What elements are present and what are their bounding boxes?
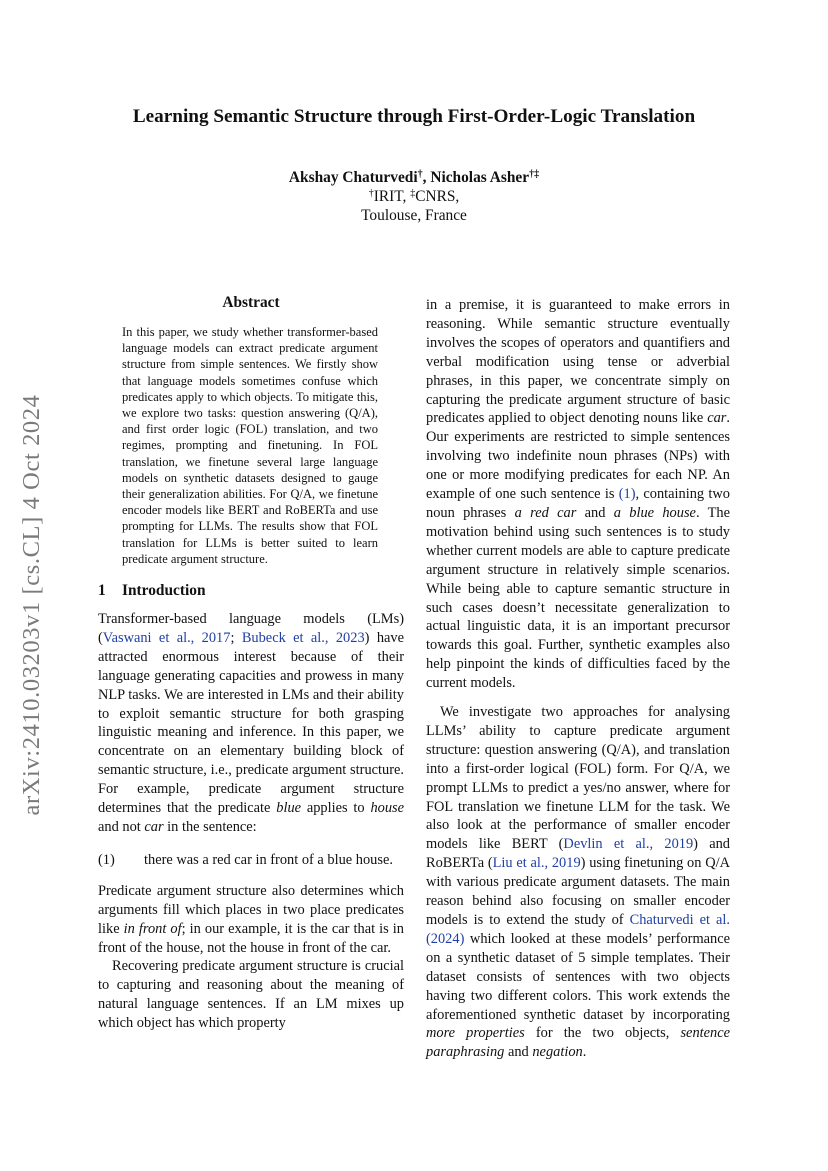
text-run: ; — [230, 629, 242, 646]
text-run: and not — [98, 819, 145, 836]
emphasis: house — [370, 800, 405, 817]
author-block — [0, 168, 828, 225]
emphasis: car — [144, 819, 164, 836]
intro-paragraph-3-continued — [426, 296, 730, 693]
citation-liu[interactable]: Liu et al., 2019 — [492, 855, 581, 872]
paper-title: Learning Semantic Structure through First-Order-Logic Translation — [132, 106, 696, 127]
section-title: Introduction — [122, 582, 206, 600]
text-run: which looked at these models’ performance on a synthetic dataset of 5 simple templates. Their dataset consists of sentences with two objects having two different colors. This work extends the aforementioned synthetic dataset by incorporating — [426, 930, 730, 1023]
example-reference-link[interactable]: (1) — [618, 486, 636, 503]
text-run: in a premise, it is guaranteed to make errors in reasoning. While semantic structure eventually involves the scopes of operators and quantifiers and verbal modification using tense or adverbial phrases, in this paper, we concentrate simply on capturing the predicate argument structure of basic predicates applied to object denoting nouns like — [426, 297, 730, 427]
text-run: . — [582, 1044, 587, 1061]
text-run: applies to — [301, 800, 371, 817]
text-run: Predicate argument structure also determines which arguments fill which places in two place predicates like — [98, 882, 404, 937]
citation-chaturvedi[interactable]: Chaturvedi et al. (2024) — [426, 912, 730, 947]
text-run: ) using finetuning on Q/A with various predicate argument datasets. The main reason behind also focusing on smaller encoder models is to extend the study of — [426, 855, 730, 928]
citation-vaswani[interactable]: Vaswani et al., 2017 — [102, 629, 231, 646]
emphasis: car — [707, 410, 727, 427]
example-text: there was a red car in front of a blue house. — [144, 851, 393, 868]
section-number: 1 — [98, 582, 106, 600]
text-run: We investigate two approaches for analysing LLMs’ ability to capture predicate argument structure: question answering (Q/A), and translation into a first-order logical (FOL) form. For Q/A, we prompt LLMs to predict a yes/no answer, where for FOL translation we finetune LLM for the task. We also look at the performance of smaller encoder models like BERT ( — [426, 704, 730, 853]
affiliation-2: CNRS, — [415, 188, 460, 205]
citation-bubeck[interactable]: Bubeck et al., 2023 — [241, 629, 365, 646]
author-2: Nicholas Asher — [430, 169, 530, 186]
emphasis: blue — [276, 800, 302, 817]
emphasis: in front of — [123, 920, 182, 937]
example-1 — [98, 851, 404, 870]
text-run: ) and RoBERTa ( — [426, 836, 730, 872]
author-separator: , — [422, 169, 431, 186]
text-run: for the two objects, — [524, 1025, 681, 1042]
author-1-mark: † — [417, 169, 423, 180]
text-run: . The motivation behind using such sentences is to study whether current models are able to capture predicate argument structure in relatively simple scenarios. While being able to capture semantic structure in such cases doesn’t necessitate generalization to actual linguistic data, it is an important precursor towards this goal. Further, synthetic examples also help pinpoint the kinds of difficulties faced by the current models. — [426, 504, 730, 692]
text-run: and — [504, 1044, 533, 1061]
affiliation-2-mark: ‡ — [410, 188, 416, 199]
author-1: Akshay Chaturvedi — [288, 169, 418, 186]
text-run: ) have attracted enormous interest because of their language generating capacities and prowess in many NLP tasks. We are interested in LMs and their ability to exploit semantic structure for both grasping linguistic meaning and inference. In this paper, we concentrate on an elementary building block of semantic structure, i.e., predicate argument structure. For example, predicate argument structure determines that the predicate — [98, 629, 404, 817]
text-run: Transformer-based language models (LMs) ( — [98, 611, 404, 646]
citation-devlin[interactable]: Devlin et al., 2019 — [563, 836, 694, 853]
affiliation-1-mark: † — [368, 188, 374, 199]
abstract-heading: Abstract — [222, 294, 280, 311]
text-run: and — [576, 504, 614, 521]
text-run: , containing two noun phrases — [426, 486, 730, 521]
text-run: in the sentence: — [163, 819, 257, 836]
right-column — [426, 296, 730, 1062]
example-number: (1) — [98, 851, 115, 868]
author-names — [0, 168, 828, 187]
location: Toulouse, France — [361, 207, 467, 224]
arxiv-identifier: arXiv:2410.03203v1 [cs.CL] 4 Oct 2024 — [18, 394, 45, 816]
text-run: ; in our example, it is the car that is in front of the house, not the house in front of the car. — [98, 920, 404, 956]
author-2-mark: †‡ — [529, 169, 540, 180]
intro-paragraph-3: Recovering predicate argument structure is crucial to capturing and reasoning about the meaning of natural language sentences. If an LM mixes up which object has which property — [98, 958, 404, 1032]
left-column — [98, 294, 404, 1033]
intro-paragraph-1 — [98, 610, 404, 837]
section-heading-introduction — [98, 582, 404, 600]
intro-paragraph-4 — [426, 703, 730, 1062]
abstract-text: In this paper, we study whether transformer-based language models can extract predicate argument structure from simple sentences. We firstly show that language models sometimes confuse which predicates apply to which objects. To mitigate this, we explore two tasks: question answering (Q/A), and first order logic (FOL) translation, and two regimes, prompting and finetuning. In FOL translation, we finetune several large language models on synthetic datasets designed to gauge their generalization abilities. For Q/A, we finetune encoder models like BERT and RoBERTa and use prompting for LLMs. The results show that FOL translation for LLMs is better suited to learn predicate argument structure. — [122, 325, 378, 566]
emphasis: more properties — [426, 1025, 525, 1042]
emphasis: a blue house — [613, 504, 696, 521]
text-run: . Our experiments are restricted to simple sentences involving two indefinite noun phrases (NPs) with one or more modifying predicates for each NP. An example of one such sentence is — [426, 410, 730, 503]
affiliations — [0, 187, 828, 206]
arxiv-sidebar — [12, 370, 52, 840]
emphasis: sentence paraphrasing — [426, 1025, 730, 1061]
affiliation-1: IRIT, — [373, 188, 411, 205]
emphasis: a red car — [514, 504, 577, 521]
emphasis: negation — [532, 1044, 583, 1061]
intro-paragraph-2 — [98, 882, 404, 958]
